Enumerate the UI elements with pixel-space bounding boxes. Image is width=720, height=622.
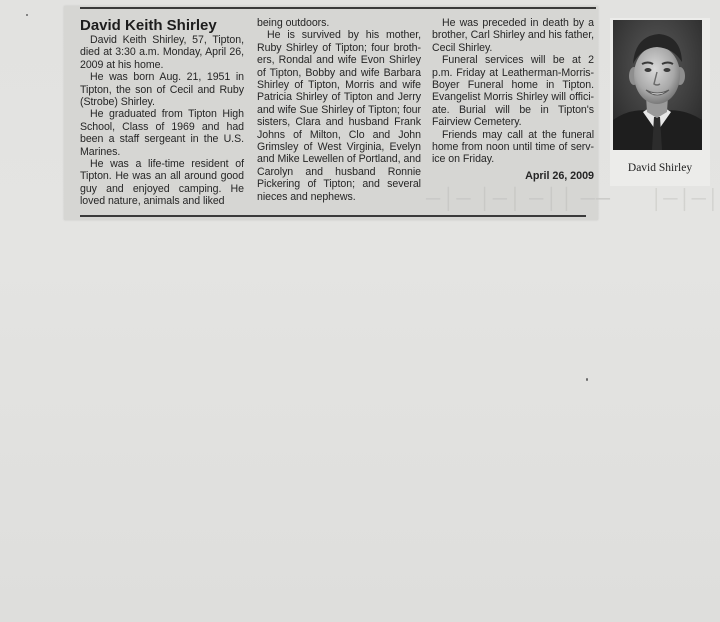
reverse-side-bleed-text: ── ││─ │─│ ─│─ <box>425 188 610 210</box>
top-rule <box>80 7 596 9</box>
paragraph: He was born Aug. 21, 1951 in Tipton, the son of Cecil and Ruby (Strobe) Shirley. <box>80 71 244 109</box>
paragraph: He graduated from Tipton High School, Class of 1969 and had been a staff sergeant in the U.S. Marines. <box>80 108 244 158</box>
obituary-headline: David Keith Shirley <box>80 17 217 34</box>
column-1 <box>80 17 244 208</box>
paragraph: being outdoors. <box>257 17 330 29</box>
portrait-photo <box>613 20 702 150</box>
paragraph: He was preceded in death by a brother, Carl Shirley and his father, Cecil Shirley. <box>432 17 594 54</box>
paragraph: David Keith Shirley, 57, Tipton, died at 3:30 a.m. Monday, April 26, 2009 at his home. <box>80 34 244 71</box>
portrait-image <box>613 20 702 150</box>
paragraph: Funeral services will be at 2 p.m. Friday at Leatherman-Morris-Boyer Funeral home in Tipton. Evangelist Morris Shirley will offici-ate. Burial will be in Tipton's Fairview Cemetery. <box>432 54 594 129</box>
reverse-side-bleed-text: │─│─│ <box>649 188 720 210</box>
paper-speck <box>586 378 588 381</box>
obituary-dateline: April 26, 2009 <box>525 169 594 182</box>
paragraph: He was a life-time resident of Tipton. He was an all around good guy and enjoyed camping. He loved nature, animals and liked <box>80 158 244 208</box>
photo-caption: David Shirley <box>627 162 693 174</box>
bottom-rule <box>80 215 586 217</box>
paragraph: Friends may call at the funeral home from noon until time of serv-ice on Friday. <box>432 128 594 166</box>
paper-speck <box>26 14 28 16</box>
paragraph: He is survived by his mother, Ruby Shirley of Tipton; four broth-ers, Rondal and wife Evon Shirley of Tipton, Bobby and wife Barbara Shirley of Tipton, Morris and wife Patricia Shirley of Tipton and Jerry and wife Sue Shirley of Tipton; four sisters, Clara and husband Frank Johns of Milton, Clo and John Grimsley of West Virginia, Evelyn and Mike Lewellen of Portland, and Carolyn and husband Ronnie Pickering of Tipton; and several nieces and nephews. <box>257 29 421 203</box>
column-3 <box>432 17 594 182</box>
column-2 <box>257 17 421 203</box>
